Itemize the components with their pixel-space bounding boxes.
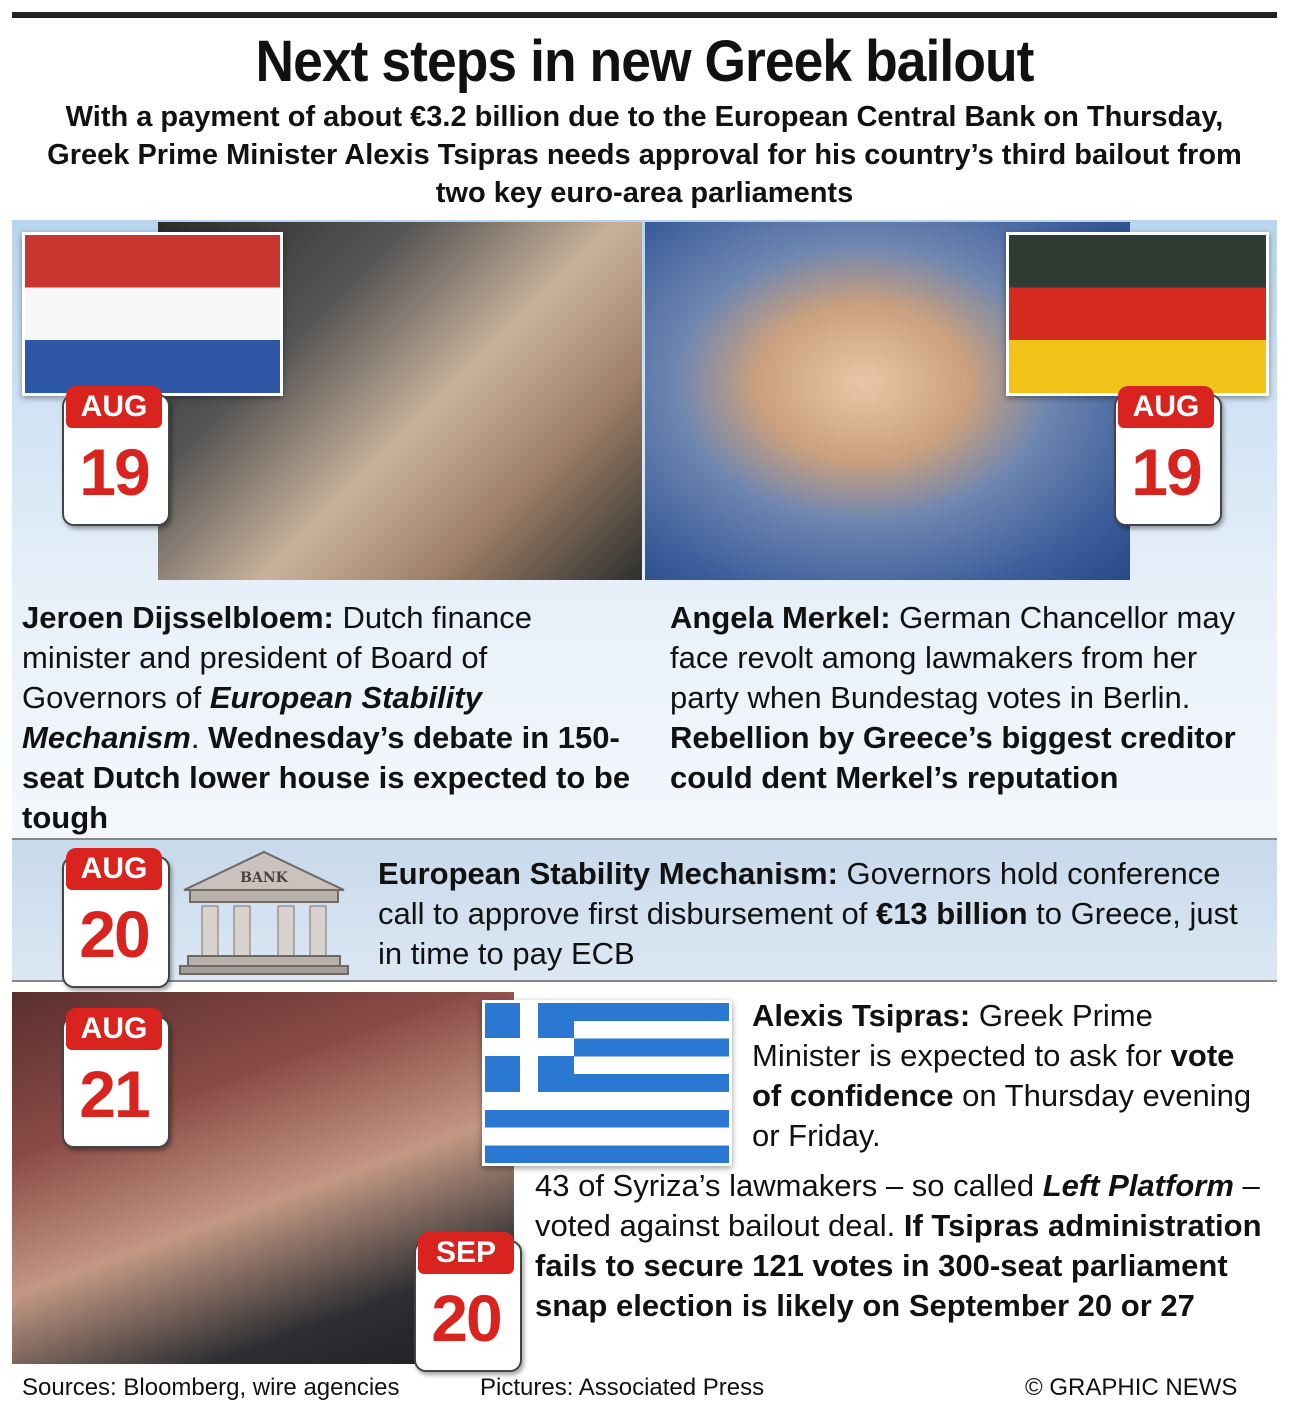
- top-rule: [12, 12, 1277, 18]
- esm-description: [378, 854, 1258, 974]
- dijsselbloem-name: Jeroen Dijsselbloem:: [22, 600, 334, 635]
- calendar-month: AUG: [66, 386, 162, 428]
- merkel-description: [670, 598, 1270, 798]
- syriza-description: [535, 1166, 1275, 1326]
- greece-flag-icon: [482, 1000, 732, 1166]
- tsipras-description: [752, 996, 1262, 1156]
- sources-credit: Sources: Bloomberg, wire agencies: [22, 1374, 400, 1401]
- page-title: Next steps in new Greek bailout: [255, 29, 1034, 94]
- calendar-dijsselbloem-icon: [62, 386, 170, 526]
- calendar-day: 21: [79, 1057, 149, 1131]
- germany-flag-icon: [1006, 232, 1269, 396]
- calendar-merkel-icon: [1114, 386, 1222, 526]
- left-platform-emphasis: Left Platform: [1042, 1168, 1234, 1203]
- calendar-tsipras-icon: [62, 1008, 170, 1148]
- calendar-election-icon: [414, 1232, 522, 1372]
- bank-label: BANK: [240, 870, 288, 886]
- calendar-day: 19: [79, 435, 149, 509]
- calendar-esm-icon: [62, 848, 170, 988]
- calendar-day: 19: [1131, 435, 1201, 509]
- syriza-text-2: – voted against bailout deal.: [535, 1168, 1260, 1243]
- syriza-bold: If Tsipras administration fails to secure 121 votes in 300-seat parliament snap election is likely on September 20 or 27: [535, 1208, 1262, 1323]
- calendar-day: 20: [79, 897, 149, 971]
- calendar-month: AUG: [66, 1008, 162, 1050]
- dijsselbloem-text: Dutch finance minister and president of Board of Governors of: [22, 600, 533, 715]
- tsipras-bold: vote of confidence: [752, 1038, 1235, 1113]
- esm-amount: €13 billion: [875, 896, 1028, 931]
- pictures-credit: Pictures: Associated Press: [480, 1374, 765, 1401]
- merkel-text: German Chancellor may face revolt among lawmakers from her party when Bundestag votes in Berlin.: [670, 600, 1236, 715]
- dijsselbloem-bold: Wednesday’s debate in 150-seat Dutch lower house is expected to be tough: [22, 720, 631, 835]
- calendar-month: AUG: [1118, 386, 1214, 428]
- tsipras-text: Greek Prime Minister is expected to ask for: [752, 998, 1171, 1073]
- page-subtitle: With a payment of about €3.2 billion due to the European Central Bank on Thursday, Greek Prime Minister Alexis Tsipras needs approval for his country’s third bailout from two key euro-area parliaments: [47, 101, 1242, 209]
- tsipras-name: Alexis Tsipras:: [752, 998, 971, 1033]
- graphic-news-credit: © GRAPHIC NEWS: [1025, 1374, 1238, 1401]
- merkel-bold: Rebellion by Greece’s biggest creditor could dent Merkel’s reputation: [670, 720, 1236, 795]
- esm-text: Governors hold conference call to approve first disbursement of: [378, 856, 1221, 931]
- esm-name: European Stability Mechanism:: [378, 856, 838, 891]
- calendar-month: SEP: [418, 1232, 514, 1274]
- tsipras-text-2: on Thursday evening or Friday.: [752, 1078, 1252, 1153]
- calendar-day: 20: [431, 1281, 501, 1355]
- calendar-month: AUG: [66, 848, 162, 890]
- netherlands-flag-icon: [22, 232, 283, 396]
- dijsselbloem-text-2: .: [190, 720, 209, 755]
- dijsselbloem-description: [22, 598, 632, 838]
- syriza-text: 43 of Syriza’s lawmakers – so called: [535, 1168, 1043, 1203]
- esm-text-2: to Greece, just in time to pay ECB: [378, 896, 1238, 971]
- bank-icon: [176, 846, 352, 976]
- merkel-name: Angela Merkel:: [670, 600, 891, 635]
- esm-emphasis: European Stability Mechanism: [22, 680, 482, 755]
